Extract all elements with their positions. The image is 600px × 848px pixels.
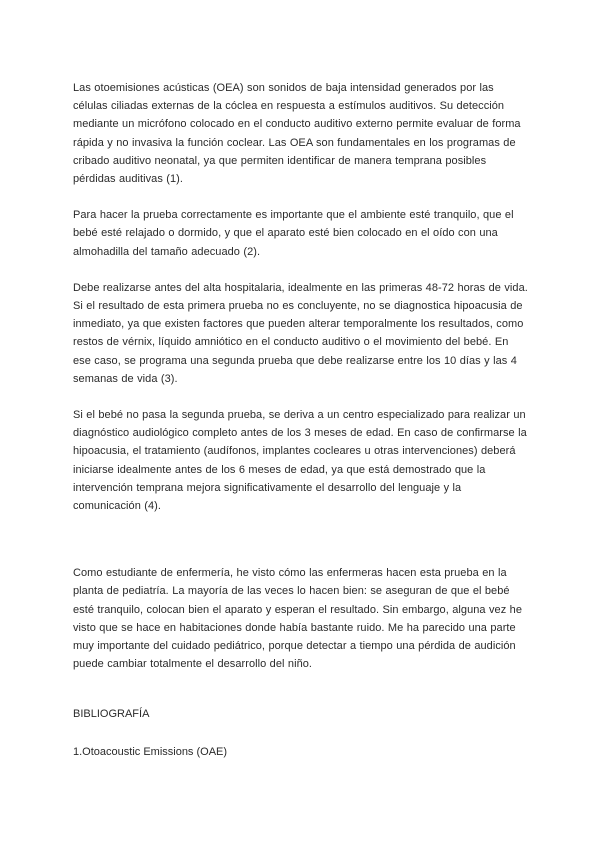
bibliography-heading: BIBLIOGRAFÍA <box>73 708 150 721</box>
paragraph-personal-reflection: Como estudiante de enfermería, he visto cómo las enfermeras hacen esta prueba en la planta de pediatría. La mayoría de las veces lo hacen bien: se aseguran de que el bebé esté tranquilo, colocan bien el aparato y esperan el resultado. Sin embargo, alguna vez he visto que se hace en habitaciones donde había bastante ruido. Me ha parecido una parte muy importante del cuidado pediátrico, porque detectar a tiempo una pérdida de audición puede cambiar totalmente el desarrollo del niño. <box>73 567 522 671</box>
document-body <box>73 79 528 761</box>
bibliography-reference: 1.Otoacoustic Emissions (OAE) <box>73 746 228 759</box>
paragraph-timing: Debe realizarse antes del alta hospitalaria, idealmente en las primeras 48-72 horas de vida. Si el resultado de esta primera prueba no es concluyente, no se diagnostica hipoacusia de inmediato, ya que existen factores que pueden alterar temporalmente los resultados, como restos de vérnix, líquido amniótico en el conducto auditivo o el movimiento del bebé. En ese caso, se programa una segunda prueba que debe realizarse entre los 10 días y las 4 semanas de vida (3). <box>73 281 528 385</box>
paragraph-referral: Si el bebé no pasa la segunda prueba, se deriva a un centro especializado para realizar un diagnóstico audiológico completo antes de los 3 meses de edad. En caso de confirmarse la hipoacusia, el tratamiento (audífonos, implantes cocleares u otras intervenciones) deberá iniciarse idealmente antes de los 6 meses de edad, ya que está demostrado que la intervención temprana mejora significativamente el desarrollo del lenguaje y la comunicación (4). <box>73 409 527 513</box>
paragraph-test-conditions: Para hacer la prueba correctamente es importante que el ambiente esté tranquilo, que el bebé esté relajado o dormido, y que el aparato esté bien colocado en el oído con una almohadilla del tamaño adecuado (2). <box>73 209 514 258</box>
paragraph-oea-definition: Las otoemisiones acústicas (OEA) son sonidos de baja intensidad generados por las células ciliadas externas de la cóclea en respuesta a estímulos auditivos. Su detección mediante un micrófono colocado en el conducto auditivo externo permite evaluar de forma rápida y no invasiva la función coclear. Las OEA son fundamentales en los programas de cribado auditivo neonatal, ya que permiten identificar de manera temprana posibles pérdidas auditivas (1). <box>73 82 521 186</box>
